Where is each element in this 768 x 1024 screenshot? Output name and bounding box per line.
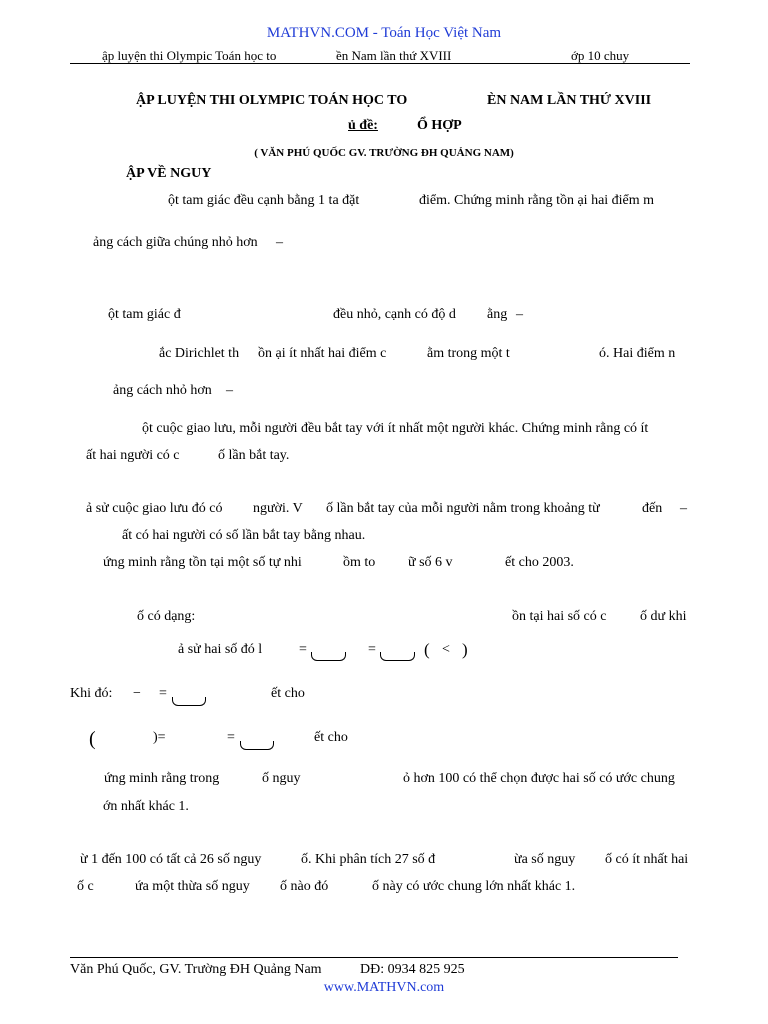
p12-c: ừa số nguy — [514, 852, 576, 867]
p7-a: ố có dạng: — [137, 609, 196, 624]
p5-a: ả sử cuộc giao lưu đó có — [86, 501, 223, 516]
p10-tail: ết cho — [314, 730, 348, 745]
p10-eq: = — [227, 730, 235, 745]
p2-b: đều nhỏ, cạnh có độ d — [333, 307, 456, 322]
p3-c: ằm trong một t — [427, 346, 510, 361]
paren-open: ( — [424, 640, 430, 659]
section-heading: ẬP VỀ NGUY — [126, 166, 212, 181]
p6-a: ứng minh rằng tồn tại một số tự nhi — [103, 555, 302, 570]
header-right: ớp 10 chuy — [571, 48, 630, 63]
p6-b: ồm to — [343, 555, 376, 570]
p10-open: ( — [89, 728, 96, 750]
author-line: ( VĂN PHÚ QUỐC GV. TRƯỜNG ĐH QUẢNG NAM) — [254, 147, 514, 159]
p6-c: ữ số 6 v — [408, 555, 453, 570]
p12-h: ố này có ước chung lớn nhất khác 1. — [372, 879, 576, 894]
p5-b: người. V — [253, 501, 303, 516]
p9-label: Khi đó: — [70, 686, 113, 701]
footer-phone: DĐ: 0934 825 925 — [360, 962, 465, 977]
p12-f: ứa một thừa số nguy — [135, 879, 250, 894]
p3-b: ồn ại ít nhất hai điểm c — [258, 346, 387, 361]
underbrace-3 — [172, 697, 206, 706]
title-line1-a: ẬP LUYỆN THI OLYMPIC TOÁN HỌC TO — [136, 93, 408, 108]
topic: Ổ HỢP — [417, 118, 462, 133]
p4-c: ố lần bắt tay. — [218, 448, 290, 463]
p3-a: ắc Dirichlet th — [159, 346, 240, 361]
p3-d: ó. Hai điểm n — [599, 346, 676, 361]
p5-d: đến — [642, 501, 663, 516]
topic-label: ủ đề: — [348, 118, 378, 133]
p5-c: ố lần bắt tay của mỗi người nằm trong khoảng từ — [326, 501, 600, 516]
underbrace-1 — [311, 652, 346, 661]
footer-author: Văn Phú Quốc, GV. Trường ĐH Quảng Nam — [70, 962, 322, 977]
p7-b: ồn tại hai số có c — [512, 609, 607, 624]
p4-a: ột cuộc giao lưu, mỗi người đều bắt tay với ít nhất một người khác. Chứng minh rằng có ít — [142, 421, 649, 436]
p12-e: ố c — [77, 879, 94, 894]
header-middle: ền Nam lần thứ XVIII — [336, 48, 452, 63]
footer-rule — [70, 957, 678, 958]
p2-dash: – — [516, 307, 523, 322]
header-left: ập luyện thi Olympic Toán học to — [102, 48, 277, 63]
p6-d: ết cho 2003. — [505, 555, 574, 570]
p5-dash: – — [680, 501, 687, 516]
header-rule — [70, 63, 690, 64]
paren-close: ) — [462, 640, 468, 659]
eq2: = — [368, 642, 376, 657]
underbrace-2 — [380, 652, 415, 661]
p3-dash: – — [226, 383, 233, 398]
p1-c: ảng cách giữa chúng nhỏ hơn — [93, 235, 258, 250]
p11-c: ỏ hơn 100 có thể chọn được hai số có ước chung — [403, 771, 675, 786]
p12-a: ừ 1 đến 100 có tất cả 26 số nguy — [80, 852, 262, 867]
site-title[interactable]: MATHVN.COM - Toán Học Việt Nam — [266, 25, 502, 41]
p7-c: ố dư khi — [640, 609, 687, 624]
p1-dash: – — [276, 235, 283, 250]
eq1: = — [299, 642, 307, 657]
p10-close: )= — [153, 730, 166, 745]
p5-e: ất có hai người có số lần bắt tay bằng nhau. — [122, 528, 366, 543]
p12-b: ố. Khi phân tích 27 số đ — [301, 852, 436, 867]
p11-b: ố nguy — [262, 771, 301, 786]
p11-a: ứng minh rằng trong — [104, 771, 220, 786]
p9-eq: = — [159, 686, 167, 701]
p12-g: ố nào đó — [280, 879, 329, 894]
p4-b: ất hai người có c — [86, 448, 180, 463]
p9-tail: ết cho — [271, 686, 305, 701]
title-line1-b: ÈN NAM LẦN THỨ XVIII — [487, 93, 652, 108]
p2-a: ột tam giác đ — [108, 307, 181, 322]
underbrace-4 — [240, 741, 274, 750]
p12-d: ố có ít nhất hai — [605, 852, 689, 867]
p9-minus: − — [133, 686, 141, 701]
p2-c: ằng — [487, 307, 508, 322]
p1-a: ột tam giác đều cạnh bằng 1 ta đặt — [168, 193, 360, 208]
p8-a: ả sử hai số đó l — [178, 642, 263, 657]
less-than: < — [442, 642, 450, 657]
footer-url[interactable]: www.MATHVN.com — [323, 980, 445, 995]
p11-d: ớn nhất khác 1. — [103, 799, 189, 814]
p3-e: ảng cách nhỏ hơn — [113, 383, 212, 398]
p1-b: điểm. Chứng minh rằng tồn ại hai điểm m — [419, 193, 655, 208]
